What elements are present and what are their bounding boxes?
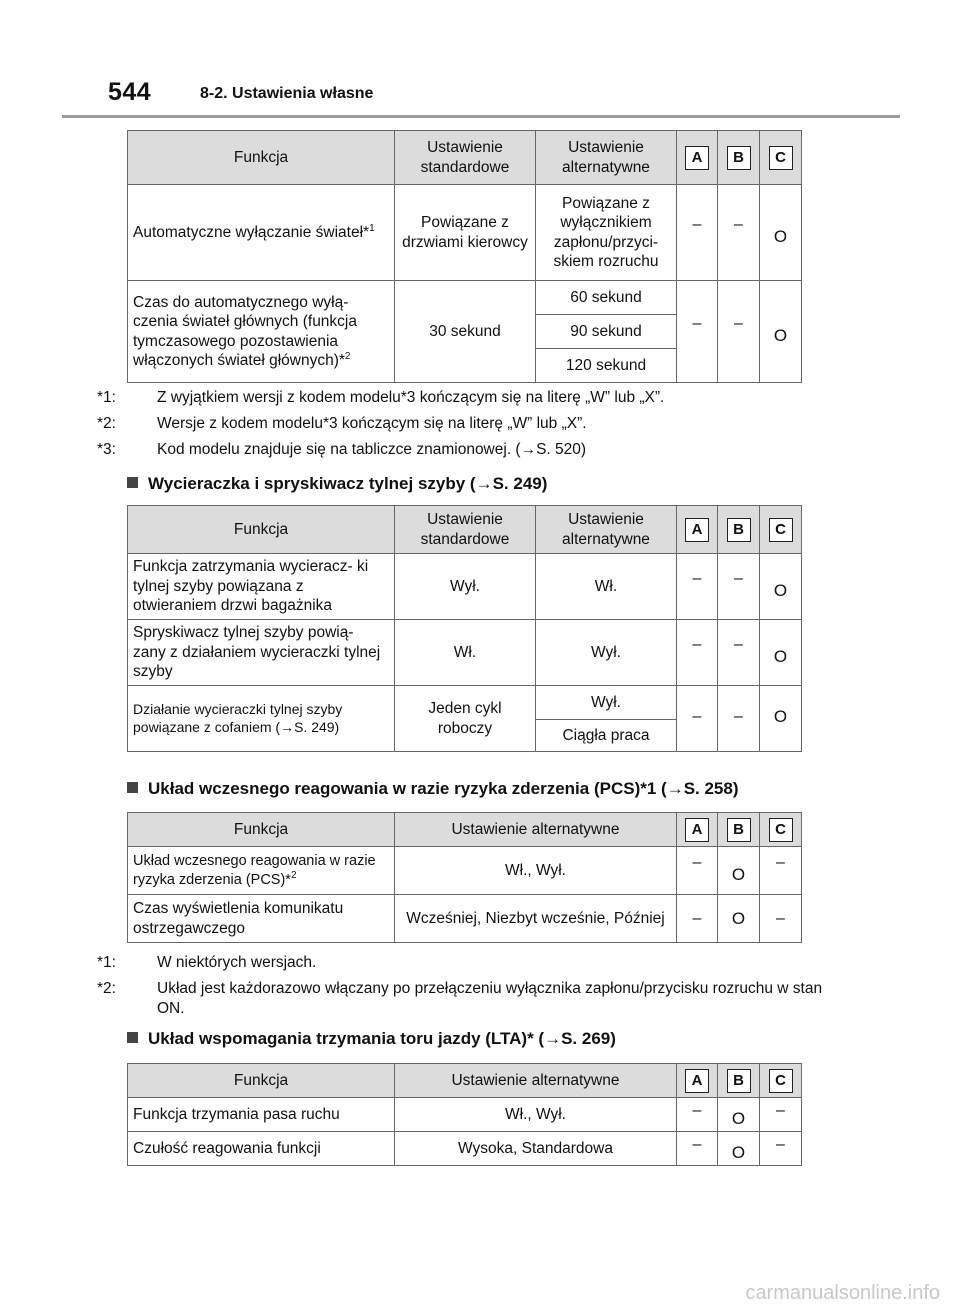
mark-c: – (776, 1101, 785, 1119)
footnote-1: *1: W niektórych wersjach. (97, 954, 317, 971)
header-std: Ustawienie standardowe (395, 131, 536, 185)
table-row (128, 1132, 802, 1166)
cell-alt: Wysoka, Standardowa (395, 1132, 677, 1166)
mark-a: – (692, 707, 702, 725)
header-c: C (769, 818, 793, 842)
mark-a: – (692, 314, 702, 332)
cell-alt: Ciągła praca (536, 720, 677, 752)
cell-alt: Wł. (536, 554, 677, 620)
header-b: B (727, 818, 751, 842)
table-row (128, 554, 802, 620)
table-rear-wiper (127, 505, 802, 752)
mark-a: – (692, 853, 702, 871)
mark-b: O (731, 1108, 746, 1128)
watermark: carmanualsonline.info (745, 1282, 940, 1304)
cell-alt: Wł., Wył. (395, 847, 677, 895)
table-pcs (127, 812, 802, 943)
bullet-square-icon (127, 782, 138, 793)
cell-alt: Powiązane z wyłącznikiem zapłonu/przyci- skiem rozruchu (536, 185, 677, 281)
mark-b: O (731, 864, 746, 884)
cell-std: 30 sekund (395, 281, 536, 383)
section-heading: Wycieraczka i spryskiwacz tylnej szyby (→S. 249) (127, 474, 847, 494)
mark-c: – (776, 1135, 785, 1153)
section-heading: Układ wspomagania trzymania toru jazdy (LTA)* (→S. 269) (127, 1029, 847, 1049)
mark-c: – (776, 853, 785, 871)
table-row: Układ wczesnego reagowania w razie ryzyka zderzenia (PCS)*$^2$ Wł., Wył. – O – (128, 847, 802, 895)
table-row: Automatyczne wyłączanie świateł*$^1$ Powiązane z drzwiami kierowcy Powiązane z wyłącznikiem zapłonu/przyci- skiem rozruchu – – O (128, 185, 802, 281)
cell-funkcja: Czas do automatycznego wyłą- czenia świateł głównych (funkcja tymczasowego pozostawienia włączonych świateł głównych)* (133, 293, 357, 369)
cell-alt: 60 sekund (536, 281, 677, 315)
mark-c: O (773, 580, 788, 600)
header-funkcja: Funkcja (128, 131, 395, 185)
mark-a: – (692, 1135, 702, 1153)
header-c: C (769, 1069, 793, 1093)
mark-c: O (773, 646, 788, 666)
header-a: A (685, 1069, 709, 1093)
header-funkcja: Funkcja (128, 506, 395, 554)
footnote-3: *3: Kod modelu znajduje się na tabliczce znamionowej. (→S. 520) (97, 441, 587, 458)
cell-alt: Wł., Wył. (395, 1098, 677, 1132)
cell-alt: 90 sekund (536, 315, 677, 349)
header-funkcja: Funkcja (128, 1064, 395, 1098)
cell-funkcja: Układ wczesnego reagowania w razie ryzyka zderzenia (PCS)* (133, 853, 376, 888)
table-row (128, 620, 802, 686)
page-header (108, 78, 808, 114)
table-headlights (127, 130, 802, 383)
cell-alt: 120 sekund (536, 349, 677, 383)
header-c: C (769, 518, 793, 542)
cell-alt: Wył. (536, 686, 677, 720)
mark-b: – (734, 569, 743, 587)
page-number: 544 (108, 78, 152, 106)
cell-std: Wył. (395, 554, 536, 620)
header-funkcja: Funkcja (128, 813, 395, 847)
table-row: Czas do automatycznego wyłą- czenia świateł głównych (funkcja tymczasowego pozostawienia włączonych świateł głównych)*$^2$ 30 sekund 60 sekund – – O (128, 281, 802, 315)
mark-c: O (773, 226, 788, 246)
header-a: A (685, 518, 709, 542)
mark-c: O (773, 706, 788, 726)
bullet-square-icon (127, 1032, 138, 1043)
cell-std: Powiązane z drzwiami kierowcy (395, 185, 536, 281)
cell-funkcja: Czułość reagowania funkcji (128, 1132, 395, 1166)
footnote-1: *1: Z wyjątkiem wersji z kodem modelu*3 kończącym się na literę „W” lub „X”. (97, 389, 665, 406)
mark-b: – (734, 707, 743, 725)
mark-b: O (731, 1142, 746, 1162)
footnote-2: *2: Układ jest każdorazowo włączany po przełączeniu wyłącznika zapłonu/przycisku rozruchu w stan ON. (97, 980, 823, 1018)
mark-c: O (773, 325, 788, 345)
mark-a: – (692, 635, 702, 653)
mark-b: – (734, 635, 743, 653)
mark-b: – (734, 215, 743, 233)
cell-alt: Wył. (536, 620, 677, 686)
header-alt: Ustawienie alternatywne (536, 506, 677, 554)
section-heading: Układ wczesnego reagowania w razie ryzyka zderzenia (PCS)*1 (→S. 258) (127, 779, 847, 799)
table-row (128, 895, 802, 943)
footnote-2: *2: Wersje z kodem modelu*3 kończącym się na literę „W” lub „X”. (97, 415, 587, 432)
cell-funkcja: Funkcja trzymania pasa ruchu (128, 1098, 395, 1132)
header-c: C (769, 146, 793, 170)
header-std: Ustawienie standardowe (395, 506, 536, 554)
cell-funkcja: Automatyczne wyłączanie świateł* (133, 223, 370, 241)
header-a: A (685, 146, 709, 170)
mark-a: – (692, 569, 702, 587)
table-lta (127, 1063, 802, 1166)
header-alt: Ustawienie alternatywne (536, 131, 677, 185)
mark-a: – (692, 909, 702, 927)
header-b: B (727, 518, 751, 542)
header-b: B (727, 146, 751, 170)
header-alt: Ustawienie alternatywne (395, 1064, 677, 1098)
mark-a: – (692, 1101, 702, 1119)
cell-funkcja: Czas wyświetlenia komunikatu ostrzegawczego (128, 895, 395, 943)
header-alt: Ustawienie alternatywne (395, 813, 677, 847)
cell-std: Wł. (395, 620, 536, 686)
table-row (128, 686, 802, 720)
table-row (128, 1098, 802, 1132)
header-b: B (727, 1069, 751, 1093)
header-rule (62, 115, 900, 118)
mark-c: – (776, 909, 785, 927)
header-a: A (685, 818, 709, 842)
mark-b: O (731, 908, 746, 928)
cell-funkcja: Działanie wycieraczki tylnej szyby powiązane z cofaniem (→S. 249) (128, 686, 395, 752)
cell-funkcja: Funkcja zatrzymania wycieracz- ki tylnej szyby powiązana z otwieraniem drzwi bagażnika (128, 554, 395, 620)
cell-alt: Wcześniej, Niezbyt wcześnie, Później (395, 895, 677, 943)
mark-b: – (734, 314, 743, 332)
chapter-title: 8-2. Ustawienia własne (200, 85, 374, 102)
mark-a: – (692, 215, 702, 233)
cell-std: Jeden cykl roboczy (395, 686, 536, 752)
cell-funkcja: Spryskiwacz tylnej szyby powią- zany z działaniem wycieraczki tylnej szyby (128, 620, 395, 686)
bullet-square-icon (127, 477, 138, 488)
